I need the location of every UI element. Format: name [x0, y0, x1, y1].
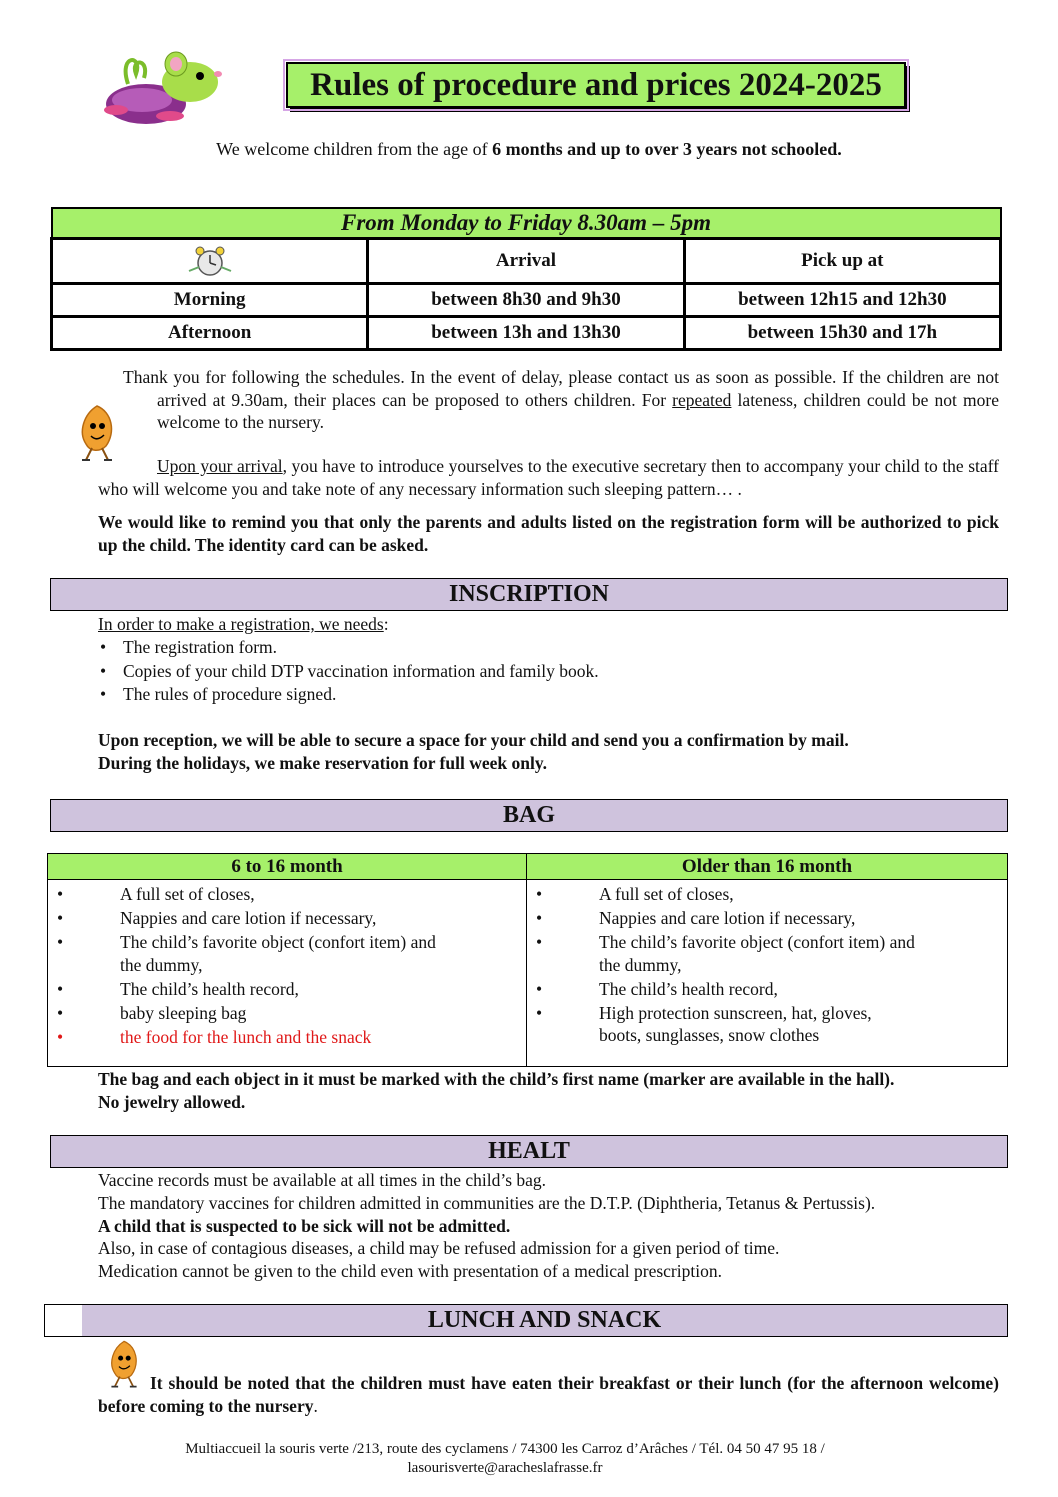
health-line-2: The mandatory vaccines for children admitted in communities are the D.T.P. (Diphtheria, Tetanus & Pertussis). [98, 1193, 876, 1213]
schedule-table [50, 207, 1002, 351]
bag-col-older-header: Older than 16 month [527, 854, 1007, 880]
morning-pickup: between 12h15 and 12h30 [684, 284, 1000, 317]
section-health: HEALT [50, 1135, 1008, 1168]
bag-col-young [48, 854, 527, 1066]
schedule-note: Thank you for following the schedules. In the event of delay, please contact us as soon as possible. If the children are not arrived at 9.30am, their places can be proposed to others children. For repeated lateness, children could be not more welcome to the nursery. [123, 367, 999, 432]
row-label-morning: Morning [52, 284, 368, 317]
list-item: • A full set of closes, [527, 883, 1007, 906]
list-item: • The child’s favorite object (confort item) and the dummy, [48, 931, 450, 976]
list-item: • The rules of procedure signed. [98, 683, 599, 707]
bag-note-1: The bag and each object in it must be marked with the child’s first name (marker are available in the hall). [98, 1069, 895, 1089]
inscription-note-2: During the holidays, we make reservation for full week only. [98, 753, 548, 773]
list-item: • baby sleeping bag [48, 1002, 526, 1025]
bag-col-older [527, 854, 1007, 1066]
list-item-food: • the food for the lunch and the snack [48, 1026, 526, 1049]
footer-address: Multiaccueil la souris verte /213, route des cyclamens / 74300 les Carroz d’Arâches / Tél. 04 50 47 95 18 / [185, 1441, 825, 1457]
page-title: Rules of procedure and prices 2024-2025 [286, 62, 906, 108]
section-lunch: LUNCH AND SNACK [82, 1305, 1007, 1336]
list-item: • High protection sunscreen, hat, gloves, boots, sunglasses, snow clothes [527, 1002, 909, 1047]
list-item: • Nappies and care lotion if necessary, [48, 907, 526, 930]
welcome-text: We welcome children from the age of 6 months and up to over 3 years not schooled. [216, 139, 842, 159]
list-item: • The child’s favorite object (confort item) and the dummy, [527, 931, 929, 976]
schedule-header: From Monday to Friday 8.30am – 5pm [52, 208, 1001, 239]
pickup-reminder: We would like to remind you that only the parents and adults listed on the registration form will be authorized to pick up the child. The identity card can be asked. [98, 512, 999, 555]
arrival-note: Upon your arrival, you have to introduce yourselves to the executive secretary then to accompany your child to the staff who will welcome you and take note of any necessary information such sleeping pattern… . [98, 456, 999, 499]
footer-email: lasourisverte@aracheslafrasse.fr [407, 1460, 603, 1476]
section-lunch-frame [44, 1304, 1008, 1337]
inscription-intro: In order to make a registration, we needs: [98, 614, 389, 634]
afternoon-arrival: between 13h and 13h30 [368, 317, 684, 350]
list-item: • The child’s health record, [527, 978, 1007, 1001]
col-arrival: Arrival [368, 239, 684, 284]
mouse-logo-icon [88, 44, 240, 128]
bag-col-young-header: 6 to 16 month [48, 854, 526, 880]
health-line-1: Vaccine records must be available at all times in the child’s bag. [98, 1170, 547, 1190]
section-inscription: INSCRIPTION [50, 578, 1008, 611]
row-label-afternoon: Afternoon [52, 317, 368, 350]
health-line-3: A child that is suspected to be sick will not be admitted. [98, 1216, 511, 1236]
afternoon-pickup: between 15h30 and 17h [684, 317, 1000, 350]
list-item: • Copies of your child DTP vaccination information and family book. [98, 660, 599, 684]
lunch-note: It should be noted that the children must have eaten their breakfast or their lunch (for the afternoon welcome) before coming to the nursery. [98, 1373, 999, 1416]
morning-arrival: between 8h30 and 9h30 [368, 284, 684, 317]
section-bag: BAG [50, 799, 1008, 832]
list-item: • Nappies and care lotion if necessary, [527, 907, 1007, 930]
bag-table [47, 853, 1008, 1067]
bag-note-2: No jewelry allowed. [98, 1092, 246, 1112]
inscription-note-1: Upon reception, we will be able to secure a space for your child and send you a confirmation by mail. [98, 730, 849, 750]
health-line-5: Medication cannot be given to the child even with presentation of a medical prescription. [98, 1261, 722, 1281]
list-item: • The registration form. [98, 636, 599, 660]
health-line-4: Also, in case of contagious diseases, a child may be refused admission for a given period of time. [98, 1238, 780, 1258]
list-item: • The child’s health record, [48, 978, 526, 1001]
col-pickup: Pick up at [684, 239, 1000, 284]
list-item: • A full set of closes, [48, 883, 526, 906]
inscription-list [98, 636, 599, 707]
alarm-clock-icon [185, 243, 235, 279]
